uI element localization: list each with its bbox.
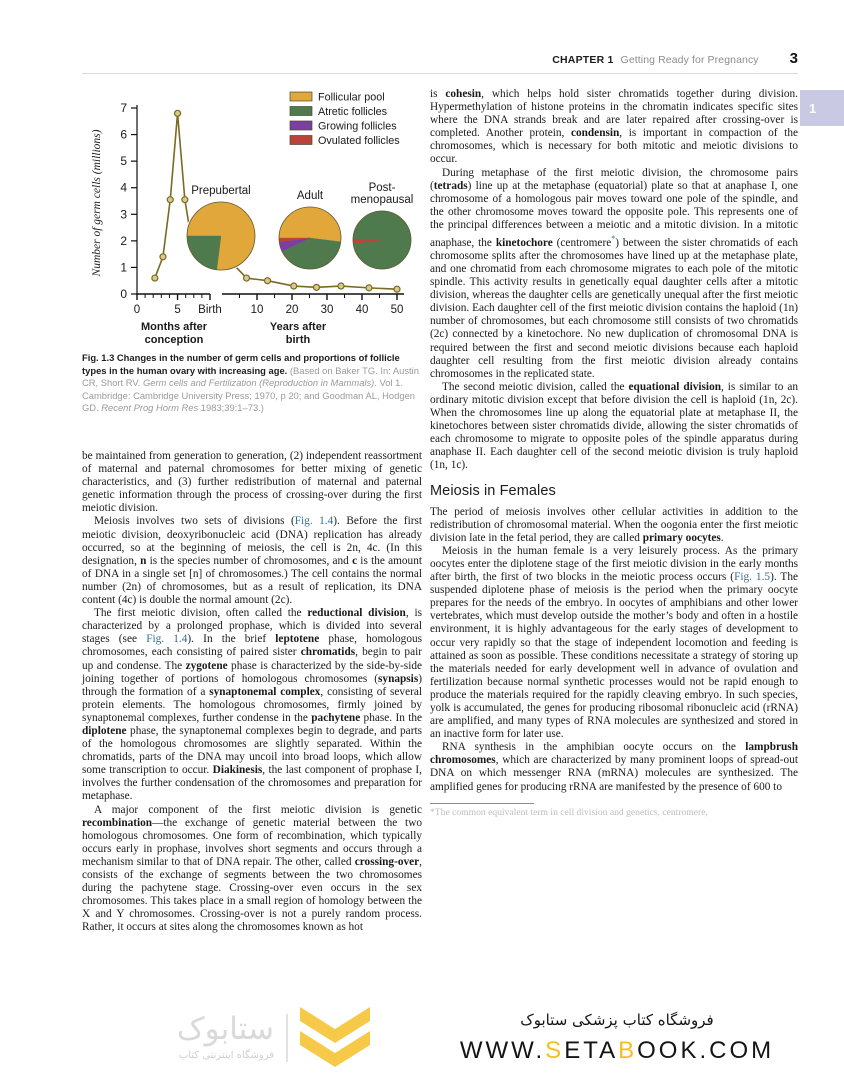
paragraph-text: is the species number of chromosomes, and (146, 554, 353, 567)
x-axis-tick-label: 50 (390, 304, 404, 316)
pie-label: Adult (296, 190, 324, 202)
footnote-text: *The common equivalent term in cell division and genetics, centromere, (430, 806, 708, 818)
paragraph-text: (centromere (552, 236, 612, 249)
pie-label: menopausal (350, 194, 414, 206)
watermark-logo-block (0, 995, 390, 1080)
legend-label: Ovulated follicles (318, 135, 400, 148)
left-column-body (82, 450, 422, 934)
paragraph-text: ) line up at the metaphase (equatorial) plate so that at anaphase I, one chromosome of a homologous pair moves toward one pole of the spindle, and the other chromosome moves toward the opposite pole. This represents one of the principal differences between a meiotic and a mitotic division. In a mitotic anaphase, the (430, 179, 798, 249)
paragraph-text: ) between the sister chromatids of each chromosome splits after the chromosomes have lined up at the metaphase plate, and one chromatid from each chromosome migrates to each pole of the mitotic spindle. This activity results in genetically equal daughter cells after a mitotic division, whereas the daughter cells are genetically unequal after the first meiotic division. Each daughter cell of the first meiotic division contains the haploid (1n) number of chromosomes, but each chromosome still consists of two chromatids (2c) connected by a kinetochore. No new duplication of chromosomal DNA is required between the first and second meiotic divisions because each haploid daughter cell resulting from the first meiotic division already contains chromosomes in the replicated state. (430, 236, 799, 380)
chapter-title: Getting Ready for Pregnancy (620, 54, 759, 66)
term-bold: leptotene (275, 633, 320, 646)
section-heading: Meiosis in Females (430, 483, 556, 500)
legend-label: Atretic follicles (318, 106, 387, 119)
germ-cells-postnatal-point (265, 278, 271, 284)
paragraph-text: Meiosis in the human female is a very leisurely process. As the primary oocytes enter the diplotene stage of the first meiotic division in the early months after birth, the first of two blocks in the meiotic process occurs ( (430, 544, 798, 584)
x-axis-caption: conception (144, 334, 204, 346)
term-bold: n (140, 554, 147, 567)
paragraph-text: be maintained from generation to generation, (2) independent reassortment of maternal and paternal chromosomes for better mixing of genetic characteristics, and (3) further redistribution of maternal and paternal genetic information through the process of crossing-over during the first meiotic division. (82, 450, 422, 515)
term-bold: tetrads (433, 179, 468, 192)
paragraph (430, 545, 798, 741)
term-bold: lampbrush chromosomes (430, 741, 798, 767)
url-part-2: ETA (564, 1036, 619, 1064)
chevron-down-icon (298, 1005, 372, 1071)
y-axis-tick-label: 5 (120, 154, 127, 169)
x-axis-tick-label: 10 (250, 304, 264, 316)
term-bold: kinetochore (495, 236, 553, 249)
paragraph-text: . (720, 531, 724, 544)
term-bold: condensin (570, 127, 620, 140)
page-bottom-mask (0, 988, 844, 995)
y-axis-tick-label: 6 (120, 127, 127, 142)
term-bold: equational division (628, 380, 722, 393)
x-axis-caption: Years after (269, 321, 327, 333)
paragraph-text: ). The suspended diplotene phase of meiosis is the period when the primary oocyte prepares for the needs of the embryo. In oocytes of amphibians and other lower vertebrates, which must develop outside the mother’s body and often in a hostile environment, it is highly advantageous for the early stages of development to occur very rapidly so that the stage of independent locomotion and feeding is attained as soon as possible. These conditions necessitate a strategy of storing up the materials needed for early development well in advance of ovulation and fertilization because normal synthetic processes would not be rapid enough to produce the materials required for the rapidly cleaving embryo. In such species, yolk is accumulated, the genes for producing ribosomal ribonucleic acid (rRNA) are amplified, and many types of RNA molecules are synthesized and stored in an inactive form for later use. (430, 571, 798, 741)
chapter-thumb-tab (800, 90, 844, 126)
paragraph-text: , is important in compaction of the chromosomes, which is necessary for both mitotic and meiotic divisions to occur. (430, 127, 798, 166)
running-head (430, 50, 798, 67)
y-axis-tick-label: 4 (120, 180, 127, 195)
pie-slice (187, 236, 221, 270)
watermark-divider (286, 1014, 288, 1062)
germ-cells-fetal-point (152, 275, 158, 281)
pie-label: Post- (368, 182, 396, 194)
paragraph (430, 381, 798, 473)
legend-swatch (290, 136, 312, 145)
term-bold: pachytene (311, 711, 361, 724)
watermark-brand-name: ستابوک (176, 1011, 274, 1047)
paragraph-text: ). In the brief (187, 633, 276, 646)
footnote-rule (430, 803, 534, 804)
paragraph (82, 804, 422, 935)
paragraph-text: —the exchange of genetic material between the two homologous chromosomes. One form of recombination, which typically occurs early in prophase, involves short segments and occurs through a mechanism similar to that of DNA repair. The other, called (82, 816, 422, 868)
paragraph-text: is the amount of DNA in a single set [n] of chromosomes.) The cell contains the normal number (2n) of chromosomes, but as a result of replication, its DNA content (4c) is double the normal amount (2c). (82, 554, 422, 607)
paragraph-text: , consisting of several protein elements. The homologous chromosomes, firmly joined by synaptonemal complexes, further condense in the (82, 685, 422, 724)
page-number: 3 (789, 50, 798, 67)
legend-swatch (290, 92, 312, 101)
watermark-brand-subtitle: فروشگاه اینترنتی کتاب (178, 1050, 274, 1061)
paragraph-text: The period of meiosis involves other cellular activities in addition to the redistribution of chromosomal material. When the oogonia enter the first meiotic division late in the fetal period, they are called (430, 505, 798, 544)
page-bottom-fade (0, 940, 844, 995)
paragraph-text: , is similar to an ordinary mitotic division except that before division the cell is haploid (1n, 2c). When the chromosomes line up along the equatorial plate at metaphase II, the kinetochores between sister chromatids divide, allowing the sister chromatids of each chromosome to migrate to opposite poles of the spindle apparatus during anaphase II. Each daughter cell of the second meiotic division is truly haploid (1n, 1c). (430, 380, 799, 472)
figure-caption-rest-3: 1983;39:1–73.) (198, 402, 264, 414)
paragraph-text: During metaphase of the first meiotic division, the chromosome pairs ( (430, 166, 798, 192)
paragraph-text: , consists of the exchange of segments between the two chromosomes during the pachytene stage. Crossing-over even occurs in the sex chromosomes. This takes place in a small region of homology between the X and Y chromosomes. Crossing-over is not a purely random process. Rather, it occurs at sites along the chromosomes known as hot (82, 855, 422, 934)
term-bold: primary oocytes (642, 531, 721, 544)
figure-plot-area (82, 88, 422, 346)
figure-caption-rest-1: (Based on Baker TG. In: Austin CR, Short RV. (82, 364, 419, 389)
term-bold: crossing-over (354, 855, 420, 868)
pie-chart-3 (352, 210, 413, 271)
paragraph-text: phase. In the (360, 711, 422, 724)
term-bold: synaptonemal complex (209, 685, 321, 698)
paragraph-text: ) through the formation of a (82, 672, 422, 698)
pie-chart-1 (186, 201, 257, 272)
germ-cells-postnatal-point (314, 284, 320, 290)
y-axis-tick-label: 3 (120, 207, 127, 222)
paragraph (430, 167, 798, 381)
watermark-banner (0, 995, 844, 1080)
x-axis-tick-label: 5 (174, 304, 181, 316)
paragraph-text: is (430, 88, 446, 100)
term-bold: reductional division (307, 607, 406, 620)
germ-cells-postnatal-point (291, 283, 297, 289)
paragraph (430, 88, 798, 167)
paragraph (82, 515, 422, 607)
germ-cells-fetal-point (160, 254, 166, 260)
right-column-body (430, 88, 798, 818)
x-axis-caption: Months after (141, 321, 207, 333)
paragraph-text: Meiosis involves two sets of divisions ( (94, 515, 295, 528)
paragraph-text: , which helps hold sister chromatids together during division. Hypermethylation of histone proteins in the chromatin indicates specific sites where the DNA strands break and are later repaired after crossing-over is completed. Another protein, (430, 88, 798, 140)
germ-cells-fetal-point (182, 197, 188, 203)
pie-label: Prepubertal (191, 185, 251, 197)
x-axis-tick-label: 30 (320, 304, 334, 316)
term-bold: cohesin (445, 88, 482, 100)
term-bold: synapsis (378, 672, 419, 685)
paragraph-text: The second meiotic division, called the (442, 380, 629, 393)
y-axis-tick-label: 0 (120, 287, 127, 301)
germ-cells-fetal-point (175, 110, 181, 116)
watermark-url[interactable] (460, 1037, 774, 1065)
x-axis-tick-label: Birth (198, 304, 222, 316)
legend-label: Growing follicles (318, 120, 397, 133)
paragraph-text: A major component of the first meiotic division is genetic (94, 803, 422, 816)
term-bold: c (352, 554, 358, 567)
x-axis-caption: birth (285, 334, 311, 346)
germ-cells-postnatal-point (338, 283, 344, 289)
figure-caption-italic-2: Recent Prog Horm Res (101, 402, 199, 414)
germ-cells-fetal-point (167, 197, 173, 203)
figure-reference-link[interactable]: Fig. 1.5 (734, 571, 771, 584)
url-accent-b: B (618, 1036, 638, 1064)
header-rule (82, 73, 798, 74)
paragraph (430, 741, 798, 793)
url-accent-s: S (545, 1036, 565, 1064)
y-axis-tick-label: 7 (120, 101, 127, 115)
figure-caption (82, 352, 420, 415)
figure-caption-bold: Fig. 1.3 Changes in the number of germ cells and proportions of follicle types in the human ovary with increasing age. (82, 352, 400, 376)
term-bold: diplotene (82, 724, 127, 737)
url-part-1: WWW. (459, 1036, 546, 1064)
figure-reference-link[interactable]: Fig. 1.4 (294, 515, 334, 528)
chapter-thumb-tab-label: 1 (809, 100, 817, 116)
paragraph-text: , begin to pair up and condense. The (82, 646, 422, 672)
footnote-marker[interactable]: * (611, 234, 616, 244)
paragraph-text: phase, homologous chromosomes, each consisting of paired sister (82, 633, 423, 659)
term-bold: recombination (82, 816, 153, 829)
watermark-text-block (390, 1011, 844, 1065)
x-axis-tick-label: 0 (133, 304, 141, 316)
term-bold: chromatids (300, 646, 356, 659)
pie-slice (279, 207, 341, 242)
url-part-3: OOK.COM (637, 1036, 775, 1064)
paragraph (430, 506, 798, 545)
paragraph-text: The first meiotic division, often called the (94, 607, 308, 620)
y-axis-tick-label: 2 (120, 233, 127, 248)
paragraph-text: , which are characterized by many prominent loops of spread-out DNA on which messenger RNA (mRNA) molecules are synthesized. The amplified genes for producing rRNA are manifested by the presence of 600 to (430, 754, 798, 793)
paragraph-text: RNA synthesis in the amphibian oocyte occurs on the (442, 741, 746, 754)
x-axis-tick-label: 20 (285, 304, 299, 316)
legend-label: Follicular pool (318, 91, 385, 104)
term-bold: Diakinesis (212, 764, 263, 777)
figure-reference-link[interactable]: Fig. 1.4 (146, 633, 188, 646)
x-axis-tick-label: 40 (355, 304, 369, 316)
paragraph-text: phase, the synaptonemal complexes begin to degrade, and parts of the homologous chromosomes are slightly separated. Within the chromatids, parts of the DNA may uncoil into broad loops, which allow some transcription to occur. (82, 724, 422, 777)
figure-1-3 (82, 88, 422, 415)
watermark-brand-block (176, 1011, 274, 1061)
legend-swatch (290, 107, 312, 116)
germ-cell-chart (82, 88, 422, 346)
paragraph (82, 450, 422, 515)
legend-swatch (290, 121, 312, 130)
paragraph (82, 607, 422, 803)
y-axis-tick-label: 1 (120, 260, 127, 275)
figure-caption-rest-2: . Vol 1. Cambridge: Cambridge University Press; 1970, p 20; and Goodman AL, Hodgen GD. (82, 377, 415, 414)
term-bold: zygotene (185, 659, 228, 672)
germ-cells-postnatal-point (244, 275, 250, 281)
germ-cells-postnatal-point (394, 286, 400, 292)
paragraph-text: ). Before the first meiotic division, deoxyribonucleic acid (DNA) replication has already occurred, so at the beginning of meiosis, the cell is 2n, 4c. (In this designation, (82, 515, 423, 567)
y-axis-label: Number of germ cells (millions) (91, 129, 103, 277)
germ-cells-postnatal-point (366, 285, 372, 291)
paragraph-text: phase is characterized by the side-by-side joining together of portions of homologous chromosomes ( (82, 659, 423, 685)
watermark-title-fa: فروشگاه کتاب پزشکی ستابوک (520, 1010, 714, 1029)
pie-chart-2 (278, 206, 343, 271)
figure-caption-italic-1: Germ cells and Fertilization (Reproduction in Mammals) (142, 377, 375, 389)
paragraph-text: , is characterized by a prolonged prophase, which is divided into several stages (see (82, 607, 422, 646)
chapter-label: CHAPTER 1 (552, 54, 614, 66)
paragraph-text: , the last component of prophase I, involves the further condensation of the chromosomes and preparation for metaphase. (82, 764, 422, 803)
